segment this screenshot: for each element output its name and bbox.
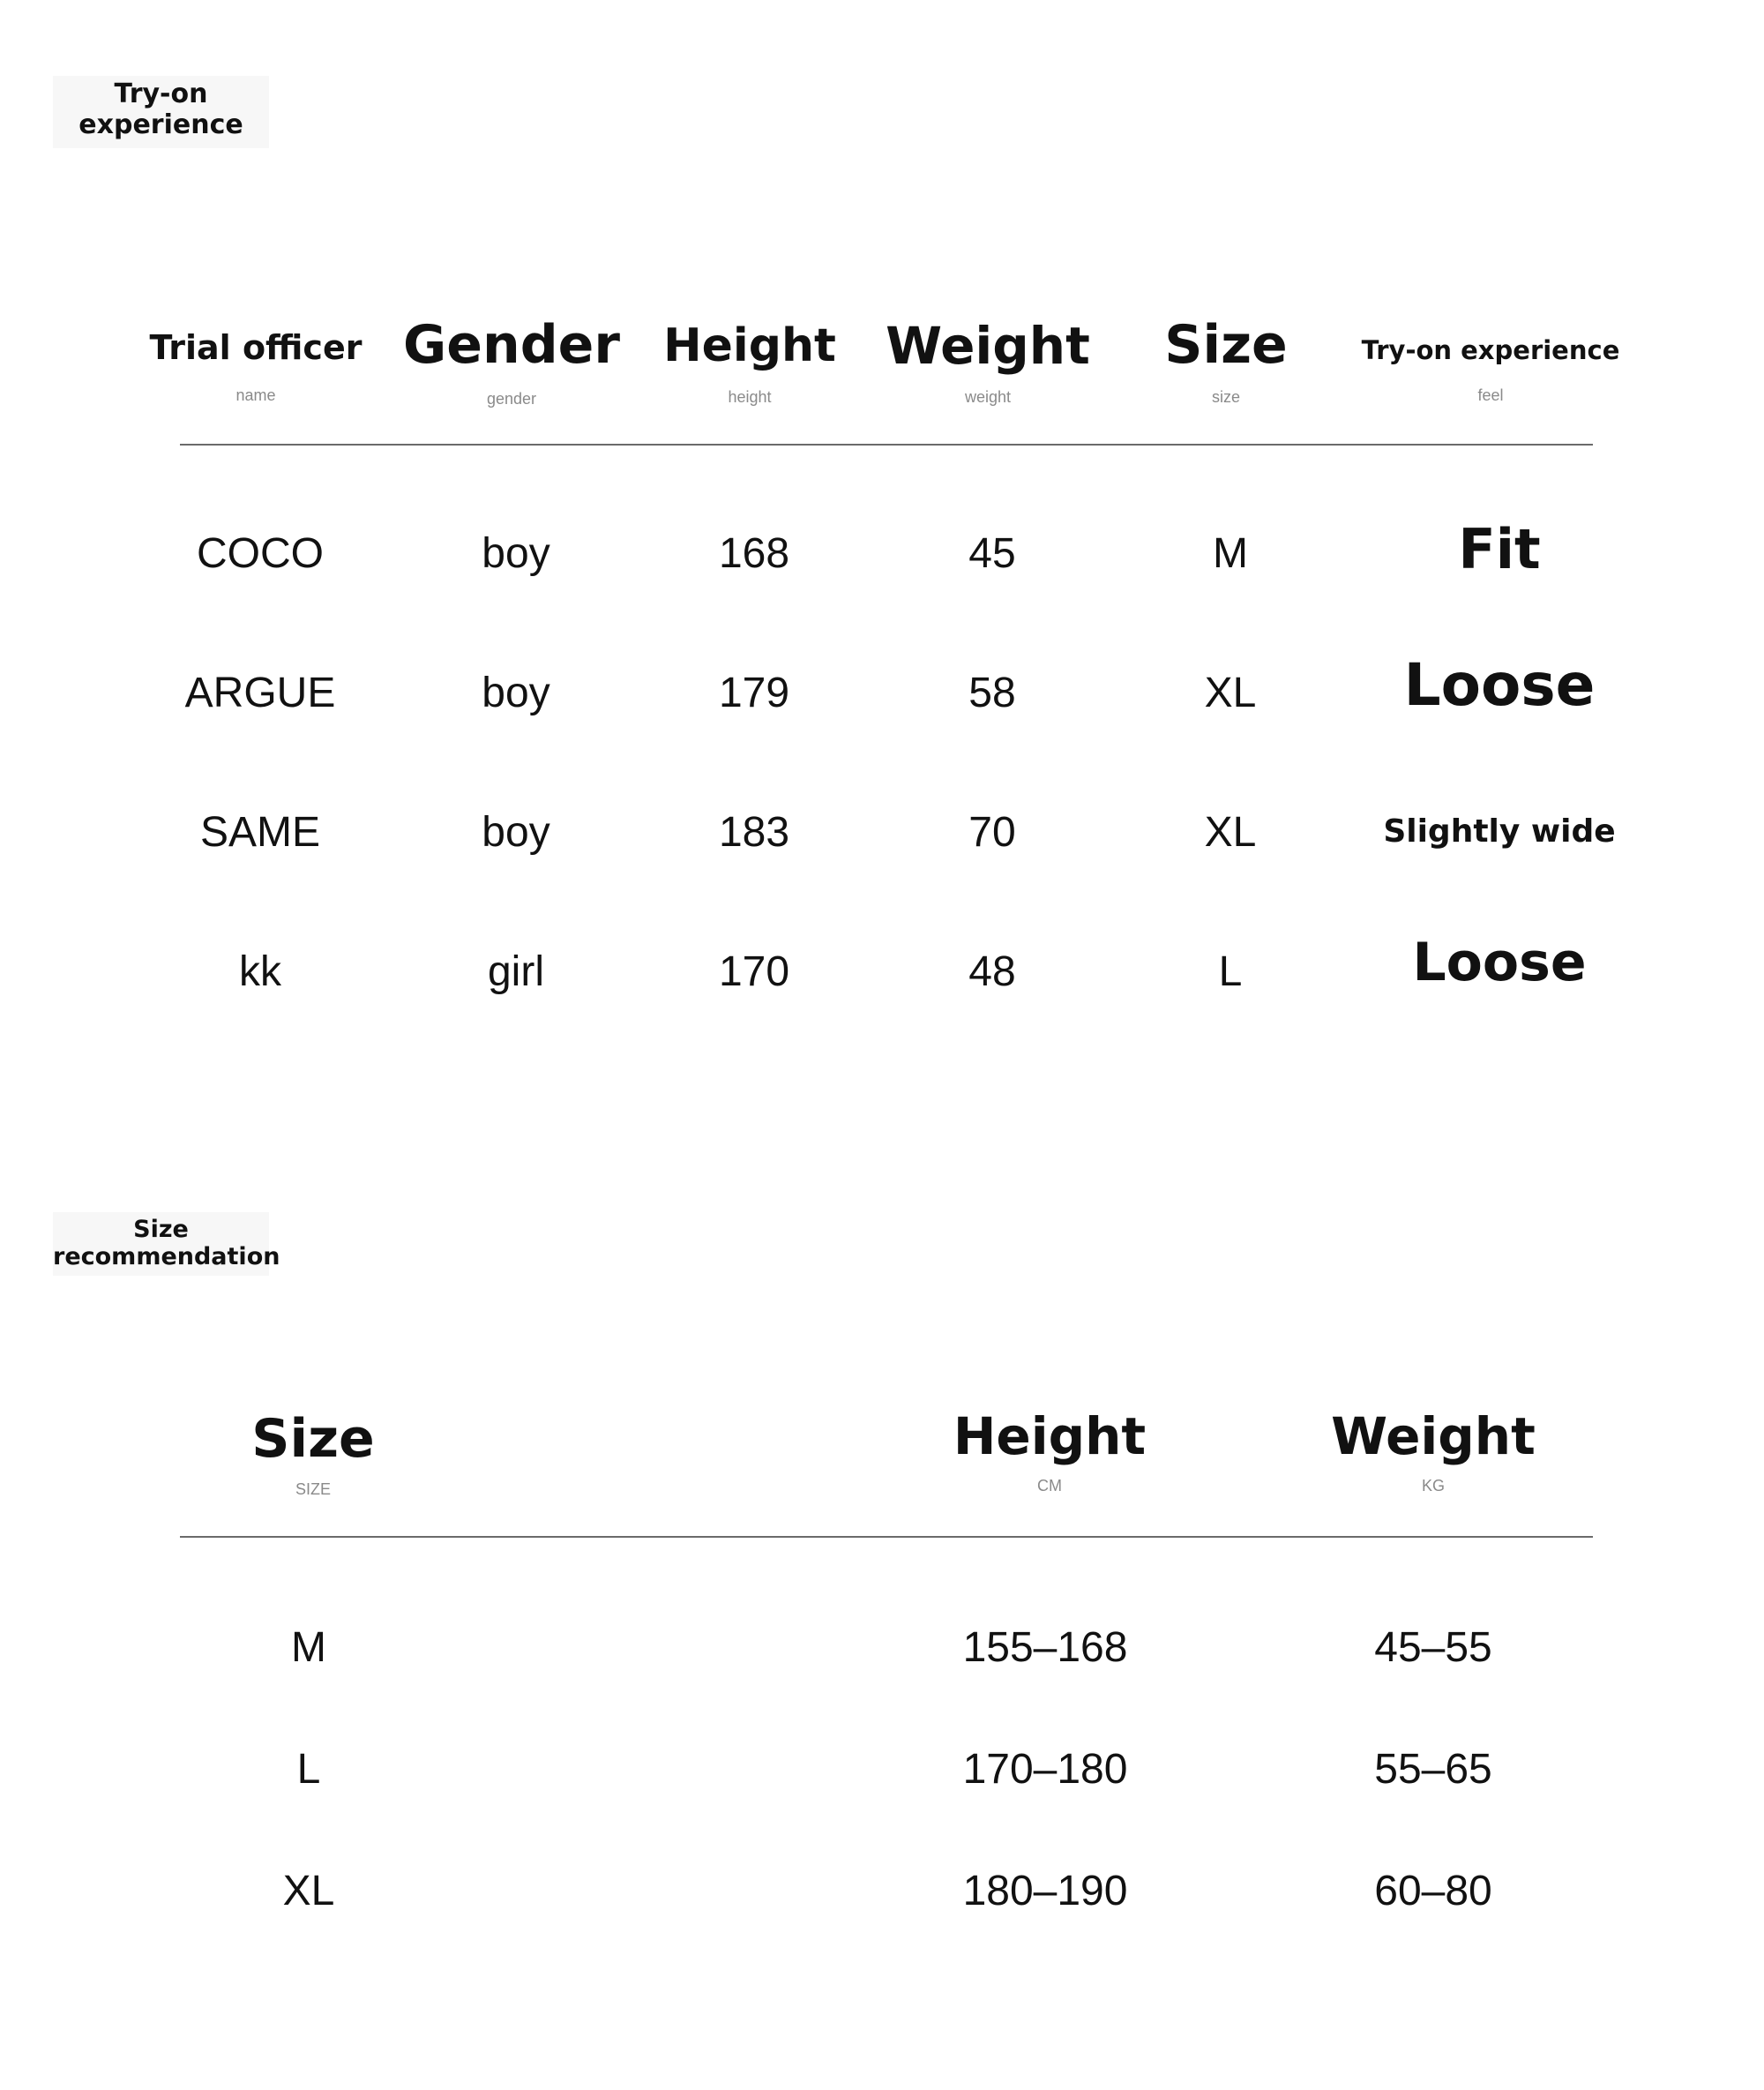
header-size-rec bbox=[176, 1408, 450, 1499]
size-section-tag bbox=[53, 1212, 280, 1276]
table-cell-gender: boy bbox=[482, 809, 550, 856]
table-cell-size: M bbox=[291, 1624, 326, 1671]
table-cell-weight-range: 55–65 bbox=[1374, 1746, 1492, 1793]
header-title: Size bbox=[1164, 314, 1288, 376]
table-cell-feel: Slightly wide bbox=[1383, 813, 1616, 850]
header-sub: height bbox=[728, 388, 772, 406]
table-cell-weight: 45 bbox=[968, 530, 1016, 577]
table-cell-feel: Loose bbox=[1412, 932, 1587, 993]
table-cell-height: 170 bbox=[718, 948, 790, 995]
table-cell-height-range: 155–168 bbox=[962, 1624, 1128, 1671]
table-cell-weight-range: 45–55 bbox=[1374, 1624, 1492, 1671]
header-gender bbox=[388, 314, 635, 408]
table-cell-feel: Fit bbox=[1458, 517, 1541, 581]
table-cell-name: kk bbox=[239, 948, 281, 995]
header-title: Size bbox=[251, 1408, 375, 1470]
header-height-rec bbox=[908, 1406, 1191, 1495]
header-weight bbox=[864, 316, 1111, 407]
size-header-divider bbox=[180, 1536, 1593, 1538]
table-cell-weight: 58 bbox=[968, 670, 1016, 716]
table-cell-weight-range: 60–80 bbox=[1374, 1868, 1492, 1914]
header-sub: CM bbox=[1037, 1477, 1062, 1494]
table-cell-name: ARGUE bbox=[184, 670, 336, 716]
header-title: Height bbox=[663, 319, 836, 372]
table-cell-size: M bbox=[1213, 530, 1248, 577]
header-title: Try-on experience bbox=[1361, 335, 1620, 365]
table-cell-size: L bbox=[1218, 948, 1243, 995]
header-title: Weight bbox=[886, 316, 1090, 376]
header-size bbox=[1102, 314, 1349, 407]
table-cell-feel: Loose bbox=[1403, 651, 1596, 719]
header-sub: weight bbox=[964, 388, 1012, 406]
tryon-section-tag bbox=[53, 76, 269, 148]
header-sub: KG bbox=[1421, 1477, 1445, 1494]
table-cell-height-range: 180–190 bbox=[962, 1868, 1128, 1914]
table-cell-name: COCO bbox=[197, 530, 324, 577]
table-cell-gender: boy bbox=[482, 530, 550, 577]
header-title: Height bbox=[953, 1406, 1147, 1466]
table-cell-height: 179 bbox=[718, 670, 790, 716]
header-title: Gender bbox=[403, 314, 620, 376]
header-trial-officer bbox=[132, 328, 379, 405]
table-cell-weight: 48 bbox=[968, 948, 1016, 995]
header-title: Weight bbox=[1331, 1406, 1536, 1466]
table-cell-gender: boy bbox=[482, 670, 550, 716]
table-cell-weight: 70 bbox=[968, 809, 1016, 856]
table-cell-size: XL bbox=[1204, 809, 1257, 856]
header-height bbox=[626, 319, 873, 407]
header-sub: feel bbox=[1477, 386, 1504, 404]
header-sub: name bbox=[235, 386, 276, 404]
header-sub: SIZE bbox=[295, 1480, 331, 1498]
table-cell-height: 183 bbox=[718, 809, 790, 856]
header-title: Trial officer bbox=[149, 328, 363, 367]
size-section-tag-text: Size recommendation bbox=[53, 1216, 280, 1271]
table-cell-height: 168 bbox=[718, 530, 790, 577]
tryon-header-divider bbox=[180, 444, 1593, 446]
table-cell-name: SAME bbox=[199, 809, 321, 856]
table-cell-size: XL bbox=[282, 1868, 335, 1914]
table-cell-height-range: 170–180 bbox=[962, 1746, 1128, 1793]
table-cell-size: XL bbox=[1204, 670, 1257, 716]
header-sub: gender bbox=[486, 390, 537, 408]
tryon-section-tag-text: Try-on experience bbox=[78, 79, 243, 140]
header-weight-rec bbox=[1288, 1406, 1579, 1495]
header-sub: size bbox=[1211, 388, 1240, 406]
table-cell-gender: girl bbox=[487, 948, 544, 995]
table-cell-size: L bbox=[296, 1746, 321, 1793]
header-tryon-experience bbox=[1332, 335, 1649, 405]
